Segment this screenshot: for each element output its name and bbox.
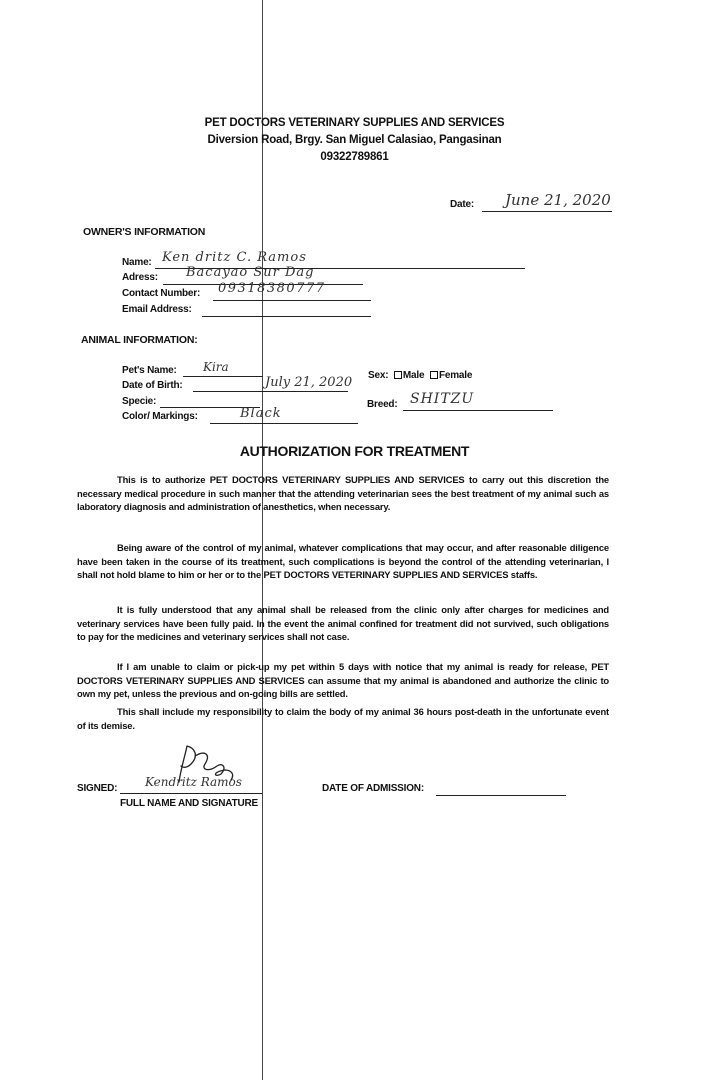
owner-name-label: Name: [122,257,152,268]
owner-contact-value: 09318380777 [218,281,326,296]
date-value: June 21, 2020 [505,191,611,209]
pet-name-label: Pet's Name: [122,365,177,376]
pet-name-line [183,376,263,377]
signature-line [120,793,262,794]
sex-female-checkbox[interactable] [430,371,438,379]
sex-male-label: Male [402,370,425,381]
dob-line [193,391,348,392]
sex-female-label: Female [438,370,473,381]
signature-caption: FULL NAME AND SIGNATURE [120,798,258,809]
signed-label: SIGNED: [77,783,118,794]
authorization-paragraph-2: Being aware of the control of my animal, whatever complications that may occur, and after reasonable diligence have been taken in the course of its treatment, such complications is beyond the control of the attending veterinarian, I shall not hold blame to him or her or to the PET DOCTORS VETERINARY SUPPLIES AND SERVICES staffs. [77,542,609,581]
animal-section-title: ANIMAL INFORMATION: [81,334,198,346]
breed-value: SHITZU [410,391,475,407]
owner-address-label: Adress: [122,272,158,283]
sex-male-checkbox[interactable] [394,371,402,379]
specie-label: Specie: [122,396,157,407]
owner-contact-label: Contact Number: [122,288,201,299]
business-name: PET DOCTORS VETERINARY SUPPLIES AND SERVICES [204,117,505,129]
admission-label: DATE OF ADMISSION: [322,783,424,794]
authorization-paragraph-1: This is to authorize PET DOCTORS VETERINARY SUPPLIES AND SERVICES to carry out this discretion the necessary medical procedure in such manner that the attending veterinarian sees the best treatment of my animal such as laboratory diagnosis and administration of anesthetics, when necessary. [77,474,609,513]
color-label: Color/ Markings: [122,411,198,422]
authorization-paragraph-3: It is fully understood that any animal shall be released from the clinic only after charges for medicines and veterinary services have been fully paid. In the event the animal confined for treatment did not survived, such obligations to pay for the medicines and veterinary services shall not case. [77,604,609,643]
signed-name: Kendritz Ramos [145,775,242,789]
date-line [482,211,612,212]
sex-field [368,370,472,381]
date-label: Date: [450,199,475,210]
pet-name-value: Kira [203,360,229,374]
owner-email-label: Email Address: [122,304,192,315]
dob-value: July 21, 2020 [265,375,353,390]
owner-address-value: Bacayao Sur Dag [186,265,315,280]
owner-section-title: OWNER'S INFORMATION [83,226,206,238]
sex-label: Sex: [368,370,389,381]
breed-line [403,410,553,411]
color-line [210,423,358,424]
authorization-paragraph-5: This shall include my responsibility to claim the body of my animal 36 hours post-death in the unfortunate event of its demise. [77,706,609,731]
authorization-paragraph-4: If I am unable to claim or pick-up my pet within 5 days with notice that my animal is ready for release, PET DOCTORS VETERINARY SUPPLIES AND SERVICES can assume that my animal is abandoned and authorize the clinic to own my pet, unless the previous and on-going bills are settled. [77,661,609,700]
dob-label: Date of Birth: [122,380,183,391]
business-address: Diversion Road, Brgy. San Miguel Calasiao, Pangasinan [207,134,502,146]
breed-label: Breed: [367,399,398,410]
owner-name-value: Ken dritz C. Ramos [162,250,307,265]
authorization-title: AUTHORIZATION FOR TREATMENT [239,443,470,459]
owner-email-line [202,316,371,317]
color-value: Black [240,406,282,421]
admission-line [436,795,566,796]
business-phone: 09322789861 [320,151,389,163]
owner-contact-line [213,300,371,301]
